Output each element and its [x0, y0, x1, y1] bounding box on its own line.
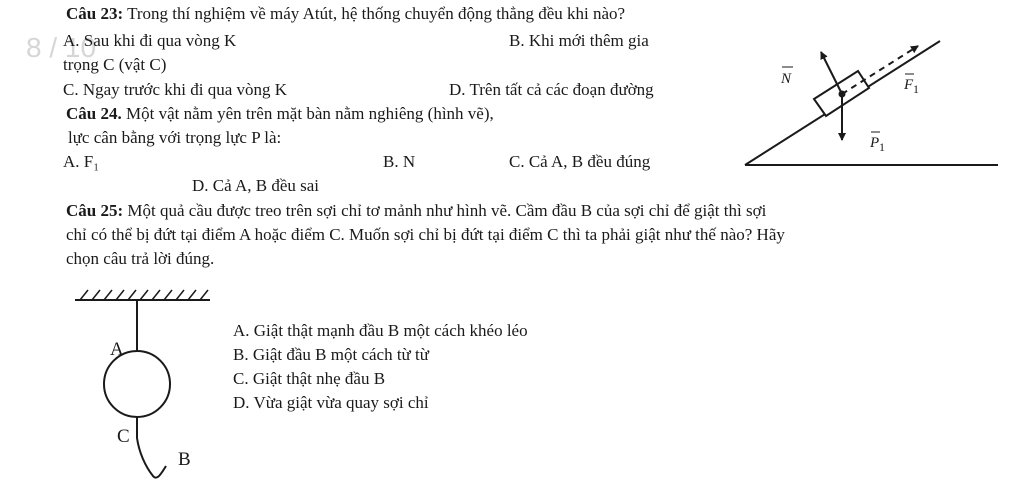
point-b-label: B — [178, 449, 191, 470]
q25-text-1: Một quả cầu được treo trên sợi chỉ tơ mảnh như hình vẽ. Cầm đầu B của sợi chỉ để giật thì sợi — [123, 201, 767, 220]
q25-option-a[interactable]: A. Giật thật mạnh đầu B một cách khéo léo — [233, 321, 528, 340]
point-a-label: A — [110, 339, 124, 360]
p1-vector-subscript: 1 — [879, 140, 885, 154]
q23-option-c[interactable]: C. Ngay trước khi đi qua vòng K — [63, 80, 288, 99]
q24-option-c[interactable]: C. Cả A, B đều đúng — [509, 152, 651, 171]
q25-option-c[interactable]: C. Giật thật nhẹ đầu B — [233, 369, 386, 388]
q24-text-2: lực cân bằng với trọng lực P là: — [68, 128, 282, 147]
q23-title: Câu 23: — [66, 4, 124, 23]
q24-option-b[interactable]: B. N — [383, 152, 416, 171]
q25-text-3: chọn câu trả lời đúng. — [66, 249, 215, 268]
q23-option-b[interactable]: B. Khi mới thêm gia — [509, 31, 649, 50]
f1-vector-subscript: 1 — [913, 82, 919, 96]
point-c-label: C — [117, 426, 130, 447]
q23-option-d[interactable]: D. Trên tất cả các đoạn đường — [449, 80, 654, 99]
q25-text-2: chỉ có thể bị đứt tại điểm A hoặc điểm C. Muốn sợi chỉ bị đứt tại điểm C thì ta phải giật như thế nào? Hãy — [66, 225, 785, 244]
hanging-ball — [104, 351, 170, 417]
q24-option-a[interactable]: A. F₁ — [63, 152, 100, 171]
q24-option-d[interactable]: D. Cả A, B đều sai — [192, 176, 320, 195]
q24-text-1: Một vật nằm yên trên mặt bàn nằm nghiêng (hình vẽ), — [125, 104, 494, 123]
q23-text: Trong thí nghiệm về máy Atút, hệ thống chuyển động thẳng đều khi nào? — [127, 4, 626, 23]
q25-option-b[interactable]: B. Giật đầu B một cách từ từ — [233, 345, 429, 364]
q25-title: Câu 25: — [66, 201, 124, 220]
p1-vector-label: P — [870, 135, 880, 151]
lower-thread — [137, 417, 166, 478]
ceiling-hatch — [80, 290, 208, 300]
q23-option-a[interactable]: A. Sau khi đi qua vòng K — [63, 31, 237, 50]
q25-option-d[interactable]: D. Vừa giật vừa quay sợi chỉ — [233, 393, 429, 412]
q23-option-b-cont: trọng C (vật C) — [63, 55, 167, 74]
page-watermark: 8 / 10 — [26, 32, 97, 63]
f1-vector-label: F — [904, 77, 914, 93]
n-vector-label: N — [781, 71, 792, 87]
q24-title: Câu 24. — [66, 104, 122, 123]
